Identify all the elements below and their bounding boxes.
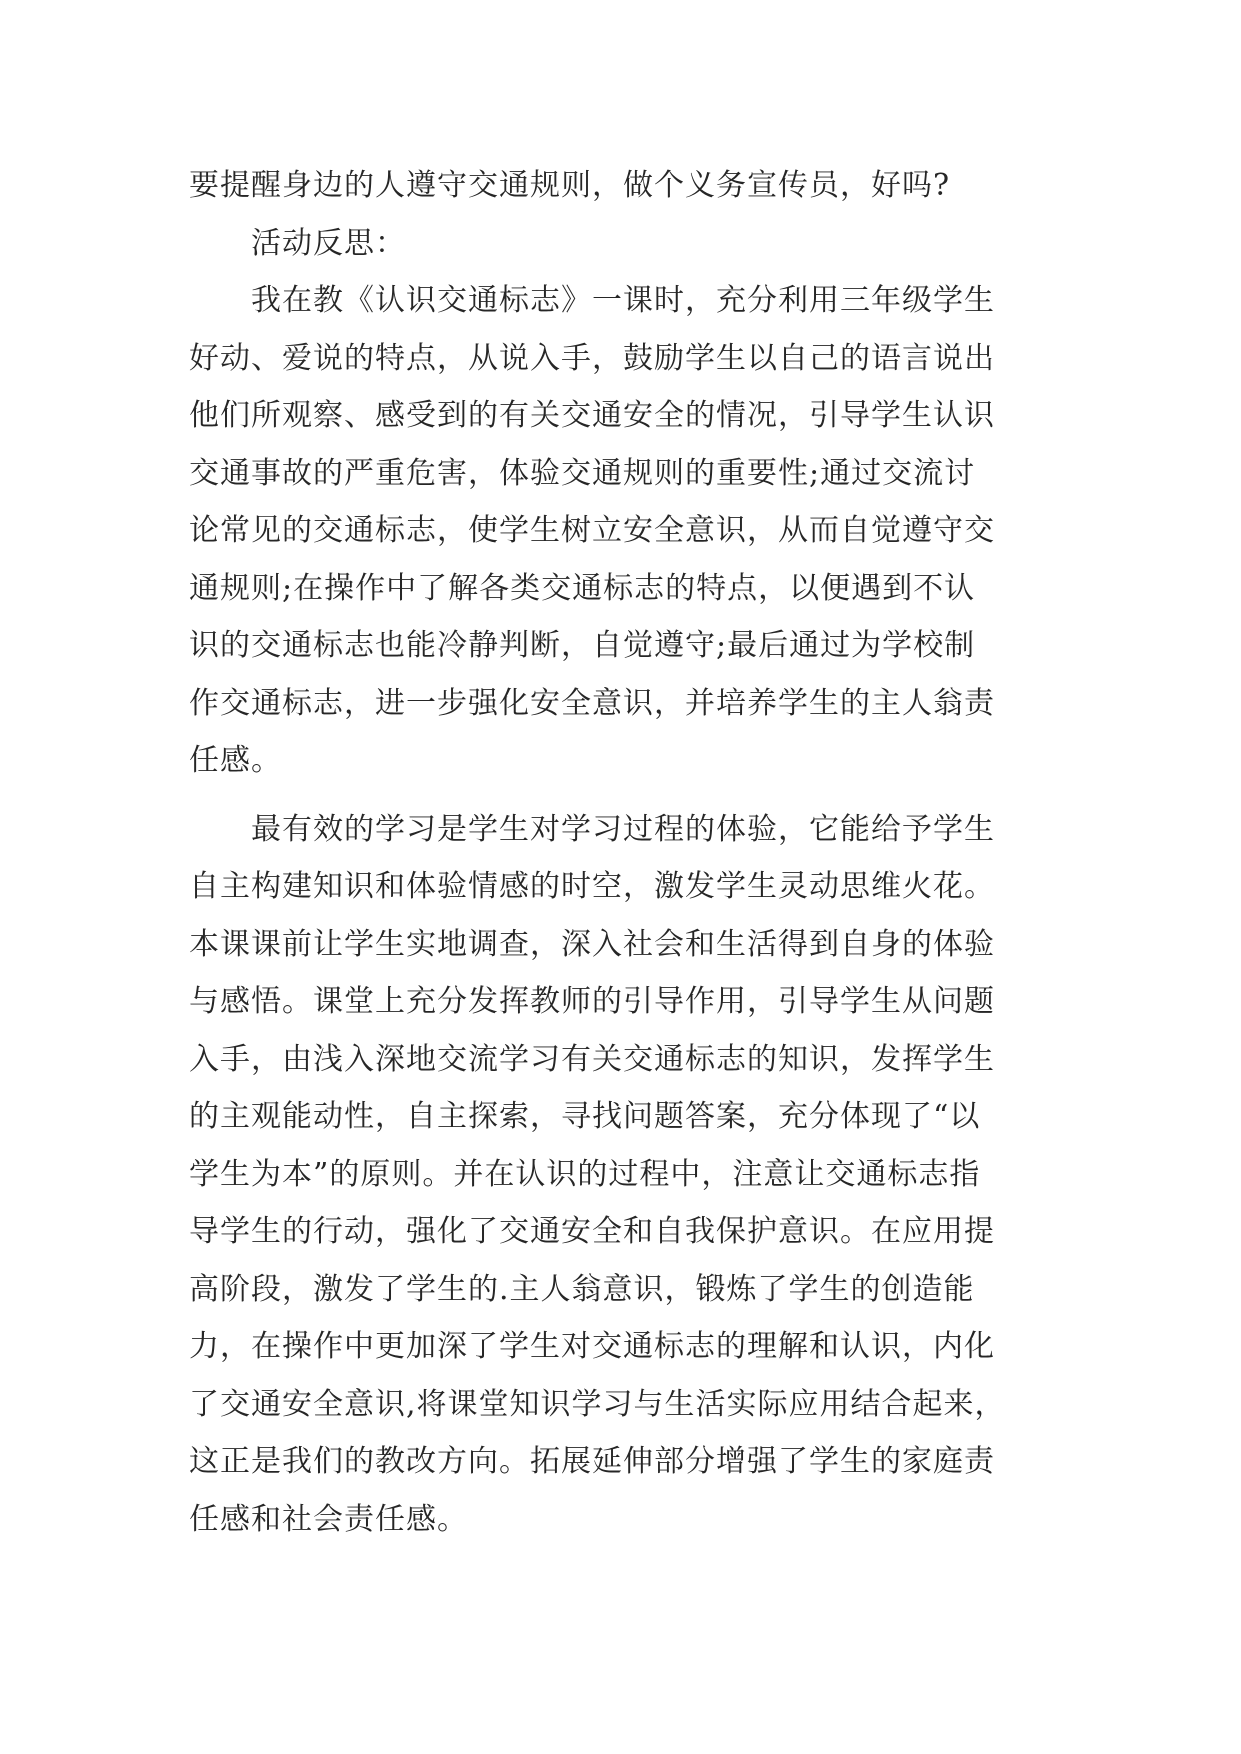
body-text <box>189 157 1069 1548</box>
text-line: 作交通标志，进一步强化安全意识，并培养学生的主人翁责 <box>189 685 995 721</box>
text-line: 高阶段，激发了学生的.主人翁意识，锻炼了学生的创造能 <box>189 1271 975 1307</box>
paragraph-gap <box>189 790 1069 801</box>
text-line: 学生为本”的原则。并在认识的过程中，注意让交通标志指 <box>189 1156 981 1192</box>
text-line: 通规则;在操作中了解各类交通标志的特点，以便遇到不认 <box>189 570 976 606</box>
text-line: 他们所观察、感受到的有关交通安全的情况，引导学生认识 <box>189 398 995 433</box>
text-line: 我在教《认识交通标志》一课时，充分利用三年级学生 <box>251 283 995 318</box>
text-line: 最有效的学习是学生对学习过程的体验，它能给予学生 <box>251 811 995 847</box>
text-line: 识的交通标志也能冷静判断，自觉遵守;最后通过为学校制 <box>189 628 976 663</box>
text-line: 自主构建知识和体验情感的时空，激发学生灵动思维火花。 <box>189 869 995 904</box>
text-line: 论常见的交通标志，使学生树立安全意识，从而自觉遵守交 <box>189 513 995 548</box>
text-line: 入手，由浅入深地交流学习有关交通标志的知识，发挥学生 <box>189 1041 995 1077</box>
text-line: 这正是我们的教改方向。拓展延伸部分增强了学生的家庭责 <box>189 1444 995 1479</box>
text-line: 与感悟。课堂上充分发挥教师的引导作用，引导学生从问题 <box>189 984 995 1019</box>
text-line: 任感。 <box>189 743 282 778</box>
text-line: 了交通安全意识,将课堂知识学习与生活实际应用结合起来， <box>189 1386 1006 1422</box>
text-line: 的主观能动性，自主探索，寻找问题答案，充分体现了“以 <box>189 1099 981 1134</box>
text-line: 力，在操作中更加深了学生对交通标志的理解和认识，内化 <box>189 1329 995 1364</box>
text-line: 导学生的行动，强化了交通安全和自我保护意识。在应用提 <box>189 1214 995 1249</box>
section-heading: 活动反思： <box>251 225 406 261</box>
text-line: 本课课前让学生实地调查，深入社会和生活得到自身的体验 <box>189 926 995 962</box>
text-line: 好动、爱说的特点，从说入手，鼓励学生以自己的语言说出 <box>189 340 995 376</box>
text-line: 要提醒身边的人遵守交通规则，做个义务宣传员，好吗? <box>189 168 951 203</box>
text-line: 交通事故的严重危害，体验交通规则的重要性;通过交流讨 <box>189 455 976 491</box>
text-line: 任感和社会责任感。 <box>189 1501 468 1537</box>
